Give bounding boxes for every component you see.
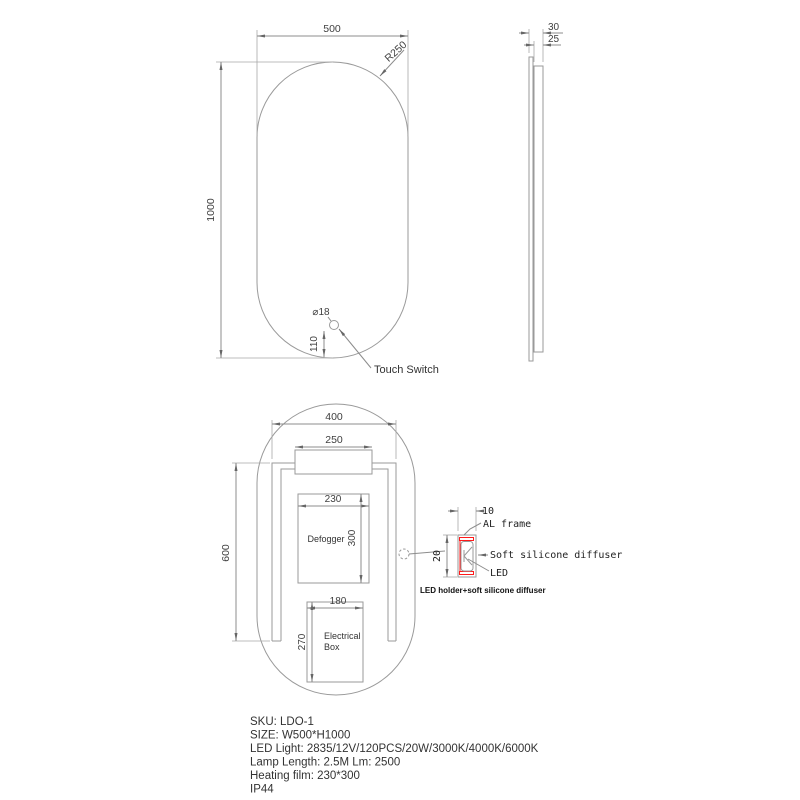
silicone-seal-top: [460, 538, 474, 541]
touch-switch-circle: [330, 321, 339, 330]
front-height-dim: 1000: [205, 198, 217, 222]
switch-diameter-dim: ⌀18: [312, 307, 330, 318]
defogger-width-dim: 230: [324, 494, 342, 505]
side-view: [519, 22, 563, 361]
light-ray: [464, 547, 472, 556]
side-thickness-dim: 30: [548, 22, 560, 33]
spec-block: [250, 716, 539, 796]
led-frame-outer: [272, 463, 396, 641]
glass-panel-side: [529, 57, 533, 361]
electrical-box-label: Electrical: [324, 631, 361, 641]
detail-callout-circle: [399, 549, 409, 559]
al-frame-label: AL frame: [483, 519, 532, 530]
front-width-dim: 500: [323, 23, 341, 35]
spec-led-light: LED Light: 2835/12V/120PCS/20W/3000K/4000K/6000K: [250, 743, 539, 755]
bracket-width-dim: 250: [325, 434, 343, 446]
switch-label-leader: [339, 329, 371, 368]
led-profile-detail: [420, 506, 622, 595]
diffuser-label: Soft silicone diffuser: [490, 550, 623, 561]
back-panel-side: [534, 66, 543, 352]
front-view: [205, 23, 439, 376]
frame-width-dim: 400: [325, 411, 343, 423]
led-leader: [468, 559, 489, 571]
hanging-bracket: [295, 450, 372, 474]
corner-radius-dim: R250: [382, 38, 410, 65]
frame-height-dim: 600: [220, 544, 232, 562]
led-detail-caption: LED holder+soft silicone diffuser: [420, 586, 546, 595]
spec-lamp-length: Lamp Length: 2.5M Lm: 2500: [250, 756, 401, 769]
switch-height-dim: 110: [309, 336, 320, 352]
side-panel-dim: 25: [548, 34, 560, 45]
box-width-dim: 180: [329, 596, 347, 607]
spec-sku: SKU: LDO-1: [250, 716, 314, 728]
touch-switch-label: Touch Switch: [374, 364, 439, 376]
diffuser-profile: [461, 542, 473, 572]
spec-heating-film: Heating film: 230*300: [250, 770, 360, 782]
defogger-height-dim: 300: [347, 529, 358, 547]
back-view: [220, 404, 445, 695]
silicone-seal-bottom: [460, 572, 474, 575]
profile-width-dim: 10: [482, 506, 495, 517]
spec-ip-rating: IP44: [250, 783, 274, 796]
electrical-box-label: Box: [324, 642, 340, 652]
defogger-label: Defogger: [307, 534, 345, 544]
box-height-dim: 270: [297, 633, 308, 651]
al-frame-leader: [464, 523, 481, 535]
spec-size: SIZE: W500*H1000: [250, 729, 351, 742]
profile-height-dim: 20: [432, 549, 443, 563]
led-label: LED: [490, 568, 509, 579]
mirror-front-outline: [257, 62, 408, 358]
